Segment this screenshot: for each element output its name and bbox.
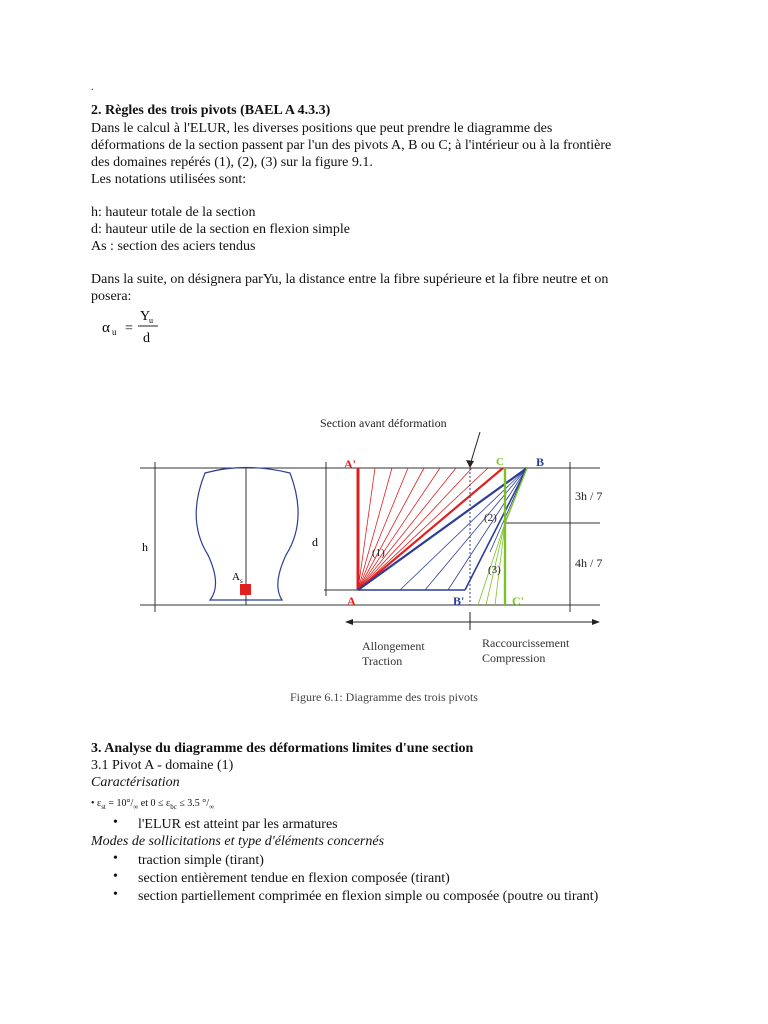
formula-numerator-sub: u bbox=[149, 316, 153, 325]
paragraph-line: déformations de la section passent par l'un des pivots A, B ou C; à l'intérieur ou à la frontière bbox=[91, 138, 612, 153]
formula-equals: = bbox=[125, 321, 133, 336]
label-as: A bbox=[232, 571, 240, 583]
red-boundary bbox=[358, 468, 503, 590]
section-2-heading: 2. Règles des trois pivots (BAEL A 4.3.3) bbox=[91, 103, 331, 118]
bullet: • bbox=[113, 869, 118, 884]
formula-alpha: α bbox=[102, 320, 110, 336]
paragraph-line: des domaines repérés (1), (2), (3) sur la figure 9.1. bbox=[91, 155, 373, 170]
formula-denominator: d bbox=[143, 331, 150, 346]
section-outline bbox=[196, 468, 298, 601]
paragraph-line: Les notations utilisées sont: bbox=[91, 172, 247, 187]
section-3-heading: 3. Analyse du diagramme des déformations limites d'une section bbox=[91, 741, 474, 756]
modes-heading: Modes de sollicitations et type d'éléments concernés bbox=[91, 834, 385, 849]
label-c-prime: C' bbox=[512, 594, 524, 608]
label-h: h bbox=[142, 540, 148, 554]
label-a-prime: A' bbox=[344, 457, 356, 471]
label-a: A bbox=[347, 594, 356, 608]
bullet: • bbox=[113, 815, 118, 830]
stray-dot: . bbox=[91, 82, 94, 93]
strain-condition: • $\varepsilon_{st} = 10^\circ/_\infty$ et $0 \le \varepsilon_{bc} \le 3.5$ $^\circ/_\infty$ bbox=[91, 798, 215, 811]
label-b-prime: B' bbox=[453, 594, 465, 608]
steel-area-mark bbox=[240, 584, 251, 595]
list-item: l'ELUR est atteint par les armatures bbox=[138, 817, 338, 832]
subsection-3-1: 3.1 Pivot A - domaine (1) bbox=[91, 758, 234, 773]
label-domain-2: (2) bbox=[484, 512, 497, 524]
formula-alpha-sub: u bbox=[112, 327, 117, 337]
paragraph-line: Dans le calcul à l'ELUR, les diverses positions que peut prendre le diagramme des bbox=[91, 121, 553, 136]
label-domain-1: (1) bbox=[372, 547, 385, 559]
formula-numerator: Y bbox=[140, 309, 151, 324]
domain-1-fan bbox=[358, 468, 488, 590]
label-traction: Traction bbox=[362, 654, 403, 668]
paragraph-line: Dans la suite, on désignera parYu, la distance entre la fibre supérieure et la fibre neutre et on bbox=[91, 272, 609, 287]
label-d: d bbox=[312, 535, 318, 549]
label-as-sub: s bbox=[240, 577, 243, 585]
figure-caption: Figure 6.1: Diagramme des trois pivots bbox=[290, 690, 478, 704]
label-c: C bbox=[496, 456, 504, 468]
bullet: • bbox=[113, 887, 118, 902]
caracterisation-heading: Caractérisation bbox=[91, 775, 180, 790]
label-allongement: Allongement bbox=[362, 639, 425, 653]
label-b: B bbox=[536, 455, 545, 469]
domain-2-fan bbox=[400, 468, 527, 590]
paragraph-line: posera: bbox=[91, 289, 132, 304]
section-pointer bbox=[470, 432, 480, 465]
label-section-avant: Section avant déformation bbox=[320, 416, 447, 430]
list-item: traction simple (tirant) bbox=[138, 853, 264, 868]
label-domain-3: (3) bbox=[488, 564, 501, 576]
notation-d: d: hauteur utile de la section en flexion simple bbox=[91, 222, 350, 237]
list-item: section partiellement comprimée en flexion simple ou composée (poutre ou tirant) bbox=[138, 889, 599, 904]
label-compression: Compression bbox=[482, 651, 546, 665]
pivot-diagram bbox=[0, 400, 768, 730]
bullet: • bbox=[113, 851, 118, 866]
alpha-u-formula bbox=[100, 306, 180, 346]
notation-as: As : section des aciers tendus bbox=[91, 239, 256, 254]
label-4h7: 4h / 7 bbox=[575, 556, 603, 570]
label-raccourcissement: Raccourcissement bbox=[482, 636, 570, 650]
label-3h7: 3h / 7 bbox=[575, 489, 603, 503]
notation-h: h: hauteur totale de la section bbox=[91, 205, 256, 220]
list-item: section entièrement tendue en flexion composée (tirant) bbox=[138, 871, 450, 886]
